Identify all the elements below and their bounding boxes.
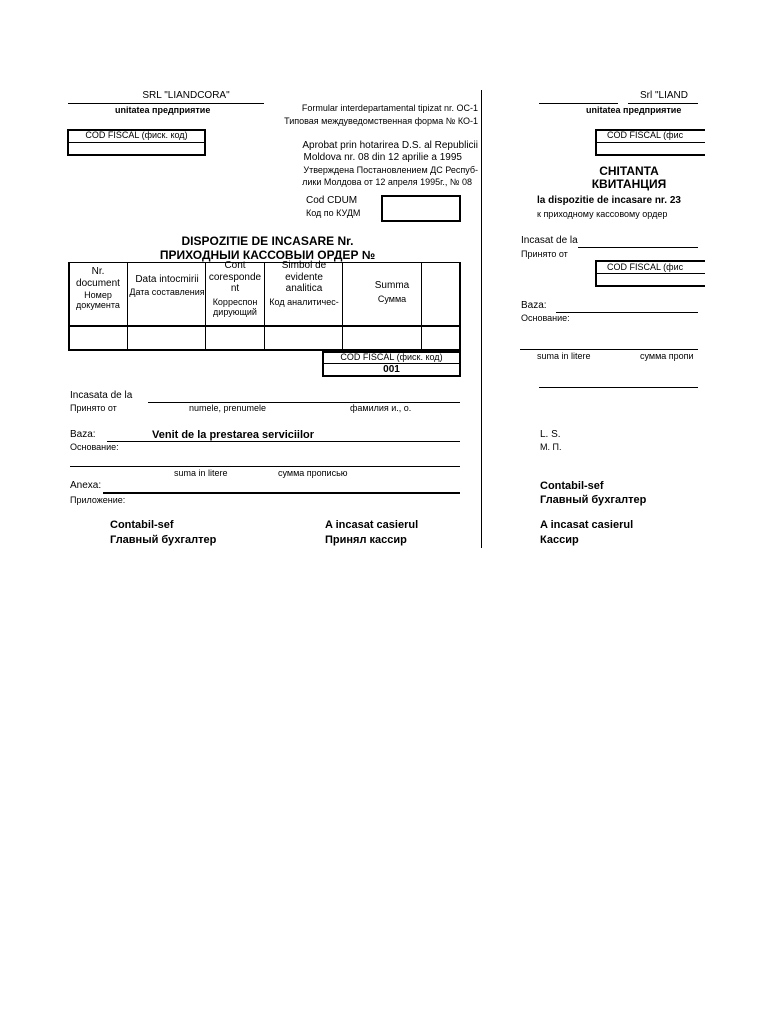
chief-accountant-label-ru: Главный бухгалтер <box>110 534 217 546</box>
name-hint-ru: фамилия и., о. <box>350 403 412 413</box>
approved-line1: Aprobat prin hotarirea D.S. al Republicii <box>302 140 478 151</box>
sum-words-line <box>70 466 460 467</box>
receipt-subtitle-ru: к приходному кассовому ордер <box>537 209 668 219</box>
baza-line <box>107 441 460 442</box>
name-hint: numele, prenumele <box>189 403 267 413</box>
receipt-title: CHITANTA <box>599 164 659 178</box>
order-title-ru: ПРИХОДНЫИ КАССОВЫИ ОРДЕР № <box>159 248 376 262</box>
receipt-baza-label: Baza: <box>521 300 547 311</box>
cashier-label: A incasat casierul <box>325 519 419 531</box>
receipt-cashier-label-ru: Кассир <box>540 534 579 546</box>
col-header-account: Cont coresponde nt Корреспон дирующий <box>208 260 262 317</box>
form-separator <box>481 90 482 548</box>
form-code-line1: Formular interdepartamental tipizat nr. OC-1 <box>301 103 478 113</box>
col-header-sum: Summa Сумма <box>374 280 410 304</box>
baza-label-ru: Основание: <box>70 442 119 452</box>
receipt-sum-words: suma in litere <box>537 351 591 361</box>
anexa-label: Anexa: <box>70 480 102 491</box>
cdum-box[interactable] <box>381 195 461 222</box>
sum-words-label-ru: сумма прописью <box>278 468 348 478</box>
col-header-symbol: Simbol de evidente analitica Код аналитичес- <box>269 260 339 307</box>
cod-fiscal-label-2: COD FISCAL (фиск. код) <box>340 352 443 362</box>
order-title: DISPOZITIE DE INCASARE Nr. <box>181 234 354 248</box>
received-from-label-ru: Принято от <box>70 403 117 413</box>
form-code-line2: Типовая междуведомственная форма № КО-1 <box>284 116 478 126</box>
receipt-cashier-label: A incasat casierul <box>540 519 634 531</box>
baza-value: Venit de la prestarea serviciilor <box>152 429 315 441</box>
receipt-received-from: Incasat de la <box>521 235 578 246</box>
cdum-label: Cod CDUM <box>306 195 358 206</box>
approved-line3: Утверждена Постановлением ДС Респуб- <box>303 165 478 175</box>
receipt-title-ru: КВИТАНЦИЯ <box>591 177 667 191</box>
received-from-label: Incasata de la <box>70 390 133 401</box>
receipt-org-name: Srl "LIAND <box>640 90 689 101</box>
anexa-line <box>103 492 460 494</box>
cdum-label-ru: Код по КУДМ <box>306 208 361 218</box>
col-header-date: Data intocmirii Дата составления <box>129 274 205 297</box>
sum-words-label: suma in litere <box>174 468 228 478</box>
receipt-baza-label-ru: Основание: <box>521 313 570 323</box>
col-header-doc-number: Nr. document Номер документа <box>76 266 120 311</box>
receipt-ls-label: L. S. <box>540 429 561 440</box>
receipt-cod-fiscal-label: COD FISCAL (фис <box>607 130 684 140</box>
approved-line4: лики Молдова от 12 апреля 1995г., № 08 <box>302 177 472 187</box>
receipt-received-from-ru: Принято от <box>521 249 568 259</box>
chief-accountant-label: Contabil-sef <box>110 519 174 531</box>
receipt-cod-fiscal-label-2: COD FISCAL (фис <box>607 262 684 272</box>
org-name: SRL "LIANDCORA" <box>142 90 230 101</box>
receipt-chief-label-ru: Главный бухгалтер <box>540 494 647 506</box>
receipt-chief-label: Contabil-sef <box>540 480 604 492</box>
cod-fiscal-label: COD FISCAL (фиск. код) <box>85 130 188 140</box>
org-sublabel: unitatea предприятие <box>115 105 211 115</box>
anexa-label-ru: Приложение: <box>70 495 126 505</box>
receipt-ls-label-ru: М. П. <box>540 442 562 452</box>
receipt-sum-words-ru: сумма пропи <box>640 351 694 361</box>
org-name-line <box>68 103 264 104</box>
receipt-org-sublabel: unitatea предприятие <box>586 105 682 115</box>
approved-line2: Moldova nr. 08 din 12 aprilie a 1995 <box>303 152 462 163</box>
cashier-label-ru: Принял кассир <box>325 534 407 546</box>
cod-fiscal-value: 001 <box>383 364 400 375</box>
receipt-subtitle: la dispozitie de incasare nr. 23 <box>537 195 681 206</box>
baza-label: Baza: <box>70 429 96 440</box>
